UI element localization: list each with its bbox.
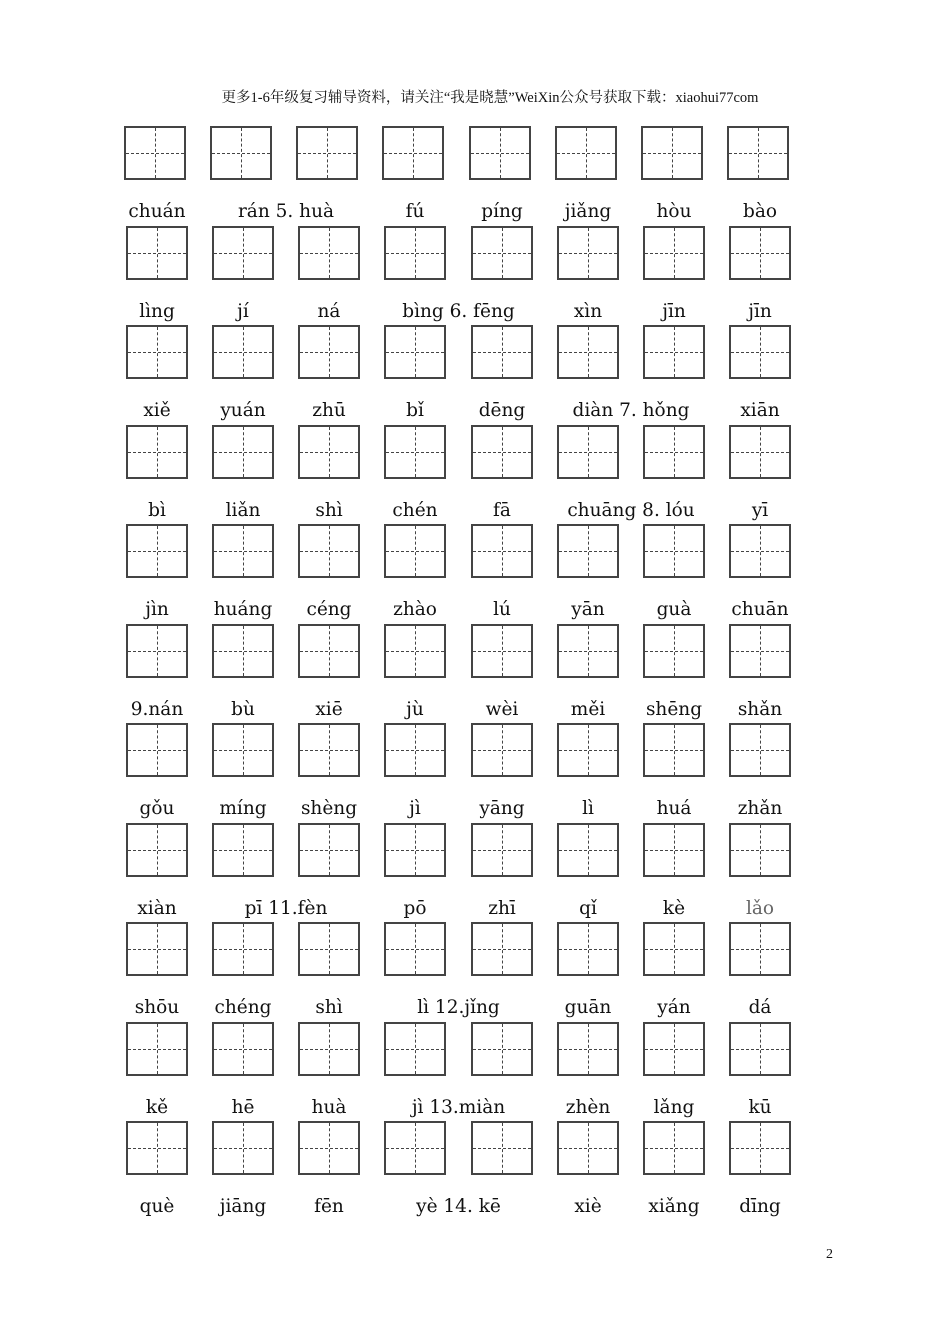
pinyin-label: wèi: [485, 699, 519, 720]
writing-box[interactable]: [643, 524, 705, 578]
writing-box[interactable]: [557, 624, 619, 678]
grid-guide-horizontal: [214, 551, 272, 552]
pinyin-label: lú: [493, 599, 511, 620]
grid-guide-horizontal: [300, 750, 358, 751]
grid-guide-horizontal: [559, 551, 617, 552]
writing-box[interactable]: [126, 823, 188, 877]
pinyin-label: jì: [409, 798, 421, 819]
writing-box[interactable]: [729, 823, 791, 877]
pinyin-label: jīn: [662, 301, 686, 322]
grid-guide-horizontal: [128, 651, 186, 652]
pinyin-label: lǎo: [745, 898, 775, 919]
writing-box[interactable]: [212, 1022, 274, 1076]
pinyin-label: shēng: [645, 699, 703, 720]
grid-guide-horizontal: [645, 352, 703, 353]
grid-guide-horizontal: [128, 850, 186, 851]
writing-box[interactable]: [643, 226, 705, 280]
grid-guide-horizontal: [300, 253, 358, 254]
pinyin-label: chuān: [731, 599, 789, 620]
grid-guide-horizontal: [386, 551, 444, 552]
writing-box[interactable]: [471, 425, 533, 479]
pinyin-label: chéng: [214, 997, 272, 1018]
grid-guide-horizontal: [214, 850, 272, 851]
pinyin-label: bù: [231, 699, 255, 720]
grid-guide-horizontal: [731, 551, 789, 552]
writing-box[interactable]: [729, 1121, 791, 1175]
pinyin-label: guà: [656, 599, 692, 620]
pinyin-label: jiāng: [219, 1196, 267, 1217]
writing-box[interactable]: [126, 922, 188, 976]
writing-box[interactable]: [471, 226, 533, 280]
page-header: 更多1-6年级复习辅导资料，请关注“我是晓慧”WeiXin公众号获取下载：xiaohui77com: [221, 90, 759, 106]
pinyin-label: shèng: [300, 798, 358, 819]
pinyin-label: céng: [306, 599, 352, 620]
pinyin-label: yè 14. kē: [416, 1196, 501, 1217]
grid-guide-horizontal: [559, 352, 617, 353]
writing-box[interactable]: [212, 922, 274, 976]
grid-guide-horizontal: [731, 452, 789, 453]
pinyin-label: dēng: [478, 400, 526, 421]
writing-box[interactable]: [643, 1121, 705, 1175]
pinyin-label: 9.nán: [130, 699, 184, 720]
grid-guide-horizontal: [128, 1148, 186, 1149]
pinyin-label: kū: [748, 1097, 772, 1118]
pinyin-label: dīng: [739, 1196, 781, 1217]
writing-box[interactable]: [471, 723, 533, 777]
grid-guide-horizontal: [384, 153, 442, 154]
grid-guide-horizontal: [731, 1148, 789, 1149]
pinyin-label: xiǎng: [648, 1196, 700, 1217]
grid-guide-horizontal: [214, 1049, 272, 1050]
grid-guide-horizontal: [473, 1049, 531, 1050]
grid-guide-horizontal: [471, 153, 529, 154]
pinyin-label: měi: [570, 699, 606, 720]
writing-box[interactable]: [126, 1022, 188, 1076]
grid-guide-horizontal: [559, 651, 617, 652]
writing-box[interactable]: [643, 624, 705, 678]
grid-guide-horizontal: [300, 1148, 358, 1149]
grid-guide-horizontal: [559, 949, 617, 950]
grid-guide-horizontal: [212, 153, 270, 154]
grid-guide-horizontal: [731, 1049, 789, 1050]
pinyin-label: yān: [571, 599, 605, 620]
grid-guide-horizontal: [214, 253, 272, 254]
pinyin-label: zhào: [393, 599, 437, 620]
writing-box[interactable]: [126, 524, 188, 578]
writing-box[interactable]: [641, 126, 703, 180]
grid-guide-horizontal: [645, 651, 703, 652]
writing-box[interactable]: [212, 425, 274, 479]
grid-guide-horizontal: [386, 1049, 444, 1050]
pinyin-label: qǐ: [579, 898, 597, 919]
grid-guide-horizontal: [731, 949, 789, 950]
writing-box[interactable]: [557, 524, 619, 578]
writing-box[interactable]: [126, 425, 188, 479]
grid-guide-horizontal: [214, 452, 272, 453]
writing-box[interactable]: [471, 922, 533, 976]
grid-guide-horizontal: [473, 452, 531, 453]
writing-box[interactable]: [471, 325, 533, 379]
grid-guide-horizontal: [473, 750, 531, 751]
grid-guide-horizontal: [557, 153, 615, 154]
grid-guide-horizontal: [473, 651, 531, 652]
writing-box[interactable]: [212, 325, 274, 379]
writing-box[interactable]: [298, 325, 360, 379]
writing-box[interactable]: [210, 126, 272, 180]
pinyin-label: dá: [748, 997, 772, 1018]
writing-box[interactable]: [298, 723, 360, 777]
grid-guide-horizontal: [473, 949, 531, 950]
pinyin-label: rán 5. huà: [237, 201, 335, 222]
writing-box[interactable]: [471, 1022, 533, 1076]
writing-box[interactable]: [557, 723, 619, 777]
writing-box[interactable]: [126, 325, 188, 379]
writing-box[interactable]: [729, 624, 791, 678]
writing-box[interactable]: [471, 1121, 533, 1175]
writing-box[interactable]: [384, 1022, 446, 1076]
grid-guide-horizontal: [386, 452, 444, 453]
grid-guide-horizontal: [386, 651, 444, 652]
writing-box[interactable]: [643, 425, 705, 479]
grid-guide-horizontal: [559, 253, 617, 254]
grid-guide-horizontal: [128, 750, 186, 751]
pinyin-label: zhǎn: [737, 798, 783, 819]
writing-box[interactable]: [557, 226, 619, 280]
grid-guide-horizontal: [300, 452, 358, 453]
writing-box[interactable]: [557, 823, 619, 877]
pinyin-label: liǎn: [225, 500, 261, 521]
grid-guide-horizontal: [559, 1148, 617, 1149]
grid-guide-horizontal: [128, 551, 186, 552]
grid-guide-horizontal: [386, 750, 444, 751]
grid-guide-horizontal: [300, 651, 358, 652]
grid-guide-horizontal: [126, 153, 184, 154]
pinyin-label: shì: [315, 997, 343, 1018]
writing-box[interactable]: [727, 126, 789, 180]
grid-guide-horizontal: [473, 1148, 531, 1149]
grid-guide-horizontal: [300, 949, 358, 950]
grid-guide-horizontal: [559, 452, 617, 453]
grid-guide-horizontal: [645, 253, 703, 254]
writing-box[interactable]: [384, 226, 446, 280]
writing-box[interactable]: [298, 425, 360, 479]
writing-box[interactable]: [126, 624, 188, 678]
pinyin-label: zhū: [312, 400, 346, 421]
grid-guide-horizontal: [473, 352, 531, 353]
writing-box[interactable]: [643, 1022, 705, 1076]
grid-guide-horizontal: [298, 153, 356, 154]
pinyin-label: zhèn: [565, 1097, 611, 1118]
grid-guide-horizontal: [300, 551, 358, 552]
writing-box[interactable]: [557, 325, 619, 379]
pinyin-label: huáng: [213, 599, 273, 620]
writing-box[interactable]: [643, 325, 705, 379]
writing-box[interactable]: [384, 624, 446, 678]
pinyin-label: ná: [317, 301, 341, 322]
writing-box[interactable]: [298, 823, 360, 877]
pinyin-label: lǎng: [653, 1097, 695, 1118]
writing-box[interactable]: [729, 226, 791, 280]
writing-box[interactable]: [471, 524, 533, 578]
writing-box[interactable]: [212, 823, 274, 877]
pinyin-label: xiàn: [137, 898, 177, 919]
writing-box[interactable]: [384, 325, 446, 379]
pinyin-label: guān: [564, 997, 612, 1018]
writing-box[interactable]: [212, 1121, 274, 1175]
writing-box[interactable]: [212, 624, 274, 678]
grid-guide-horizontal: [559, 1049, 617, 1050]
pinyin-label: chuāng 8. lóu: [567, 500, 695, 521]
pinyin-label: gǒu: [139, 798, 175, 819]
pinyin-label: jìn: [145, 599, 169, 620]
writing-box[interactable]: [729, 524, 791, 578]
writing-box[interactable]: [729, 425, 791, 479]
grid-guide-horizontal: [214, 1148, 272, 1149]
grid-guide-horizontal: [473, 850, 531, 851]
writing-box[interactable]: [643, 922, 705, 976]
pinyin-label: jù: [406, 699, 424, 720]
grid-guide-horizontal: [214, 750, 272, 751]
grid-guide-horizontal: [473, 253, 531, 254]
writing-box[interactable]: [384, 524, 446, 578]
pinyin-label: xiě: [143, 400, 171, 421]
pinyin-label: xiān: [740, 400, 780, 421]
grid-guide-horizontal: [128, 253, 186, 254]
writing-box[interactable]: [212, 723, 274, 777]
writing-box[interactable]: [729, 922, 791, 976]
pinyin-label: jí: [237, 301, 249, 322]
writing-box[interactable]: [212, 524, 274, 578]
pinyin-label: bǐ: [406, 400, 424, 421]
writing-box[interactable]: [471, 823, 533, 877]
pinyin-label: kě: [145, 1097, 169, 1118]
grid-guide-horizontal: [731, 253, 789, 254]
pinyin-label: píng: [481, 201, 523, 222]
writing-box[interactable]: [384, 922, 446, 976]
grid-guide-horizontal: [645, 850, 703, 851]
pinyin-label: zhī: [488, 898, 516, 919]
writing-box[interactable]: [298, 1121, 360, 1175]
grid-guide-horizontal: [214, 651, 272, 652]
grid-guide-horizontal: [300, 352, 358, 353]
writing-box[interactable]: [212, 226, 274, 280]
grid-guide-horizontal: [386, 1148, 444, 1149]
writing-box[interactable]: [557, 922, 619, 976]
pinyin-label: yán: [657, 997, 691, 1018]
pinyin-label: kè: [662, 898, 686, 919]
grid-guide-horizontal: [386, 949, 444, 950]
grid-guide-horizontal: [645, 1049, 703, 1050]
grid-guide-horizontal: [559, 750, 617, 751]
grid-guide-horizontal: [300, 850, 358, 851]
writing-box[interactable]: [298, 624, 360, 678]
writing-box[interactable]: [729, 1022, 791, 1076]
grid-guide-horizontal: [731, 651, 789, 652]
writing-box[interactable]: [557, 425, 619, 479]
writing-box[interactable]: [555, 126, 617, 180]
writing-box[interactable]: [469, 126, 531, 180]
writing-box[interactable]: [124, 126, 186, 180]
grid-guide-horizontal: [731, 750, 789, 751]
pinyin-label: jì 13.miàn: [411, 1097, 506, 1118]
writing-box[interactable]: [126, 1121, 188, 1175]
grid-guide-horizontal: [645, 750, 703, 751]
writing-box[interactable]: [643, 823, 705, 877]
writing-box[interactable]: [298, 524, 360, 578]
grid-guide-horizontal: [386, 253, 444, 254]
writing-box[interactable]: [557, 1022, 619, 1076]
grid-guide-horizontal: [386, 850, 444, 851]
writing-box[interactable]: [729, 723, 791, 777]
pinyin-label: jīn: [748, 301, 772, 322]
pinyin-label: bìng 6. fēng: [402, 301, 515, 322]
page-number: 2: [826, 1247, 833, 1262]
grid-guide-horizontal: [214, 949, 272, 950]
pinyin-label: hòu: [656, 201, 692, 222]
grid-guide-horizontal: [386, 352, 444, 353]
pinyin-label: què: [139, 1196, 175, 1217]
pinyin-label: diàn 7. hǒng: [572, 400, 690, 421]
pinyin-label: fā: [493, 500, 511, 521]
grid-guide-horizontal: [473, 551, 531, 552]
pinyin-label: hē: [231, 1097, 255, 1118]
pinyin-label: bào: [742, 201, 777, 222]
pinyin-label: fēn: [314, 1196, 344, 1217]
writing-box[interactable]: [471, 624, 533, 678]
grid-guide-horizontal: [559, 850, 617, 851]
pinyin-label: lì 12.jǐng: [417, 997, 500, 1018]
pinyin-label: yuán: [220, 400, 266, 421]
grid-guide-horizontal: [645, 1148, 703, 1149]
grid-guide-horizontal: [731, 850, 789, 851]
grid-guide-horizontal: [731, 352, 789, 353]
writing-box[interactable]: [126, 226, 188, 280]
writing-box[interactable]: [557, 1121, 619, 1175]
grid-guide-horizontal: [645, 452, 703, 453]
writing-box[interactable]: [298, 1022, 360, 1076]
writing-box[interactable]: [298, 922, 360, 976]
grid-guide-horizontal: [645, 949, 703, 950]
pinyin-label: xìn: [573, 301, 603, 322]
pinyin-label: shōu: [134, 997, 180, 1018]
grid-guide-horizontal: [128, 1049, 186, 1050]
writing-box[interactable]: [384, 823, 446, 877]
pinyin-label: pī 11.fèn: [244, 898, 328, 919]
pinyin-label: chén: [392, 500, 438, 521]
writing-box[interactable]: [384, 1121, 446, 1175]
pinyin-label: pō: [403, 898, 427, 919]
grid-guide-horizontal: [128, 452, 186, 453]
grid-guide-horizontal: [128, 352, 186, 353]
writing-box[interactable]: [643, 723, 705, 777]
pinyin-label: shì: [315, 500, 343, 521]
pinyin-label: jiǎng: [564, 201, 612, 222]
pinyin-label: yāng: [479, 798, 525, 819]
writing-box[interactable]: [384, 723, 446, 777]
pinyin-label: bì: [148, 500, 166, 521]
pinyin-label: chuán: [128, 201, 186, 222]
pinyin-label: shǎn: [737, 699, 783, 720]
writing-box[interactable]: [296, 126, 358, 180]
grid-guide-horizontal: [214, 352, 272, 353]
grid-guide-horizontal: [300, 1049, 358, 1050]
writing-box[interactable]: [382, 126, 444, 180]
writing-box[interactable]: [729, 325, 791, 379]
pinyin-label: xiè: [574, 1196, 602, 1217]
pinyin-label: lì: [582, 798, 594, 819]
grid-guide-horizontal: [729, 153, 787, 154]
writing-box[interactable]: [126, 723, 188, 777]
pinyin-label: fú: [405, 201, 425, 222]
pinyin-label: huá: [656, 798, 692, 819]
pinyin-label: xiē: [315, 699, 343, 720]
pinyin-label: lìng: [139, 301, 175, 322]
grid-guide-horizontal: [643, 153, 701, 154]
writing-box[interactable]: [298, 226, 360, 280]
grid-guide-horizontal: [645, 551, 703, 552]
pinyin-label: huà: [311, 1097, 347, 1118]
writing-box[interactable]: [384, 425, 446, 479]
pinyin-label: míng: [219, 798, 267, 819]
grid-guide-horizontal: [128, 949, 186, 950]
pinyin-label: yī: [751, 500, 769, 521]
